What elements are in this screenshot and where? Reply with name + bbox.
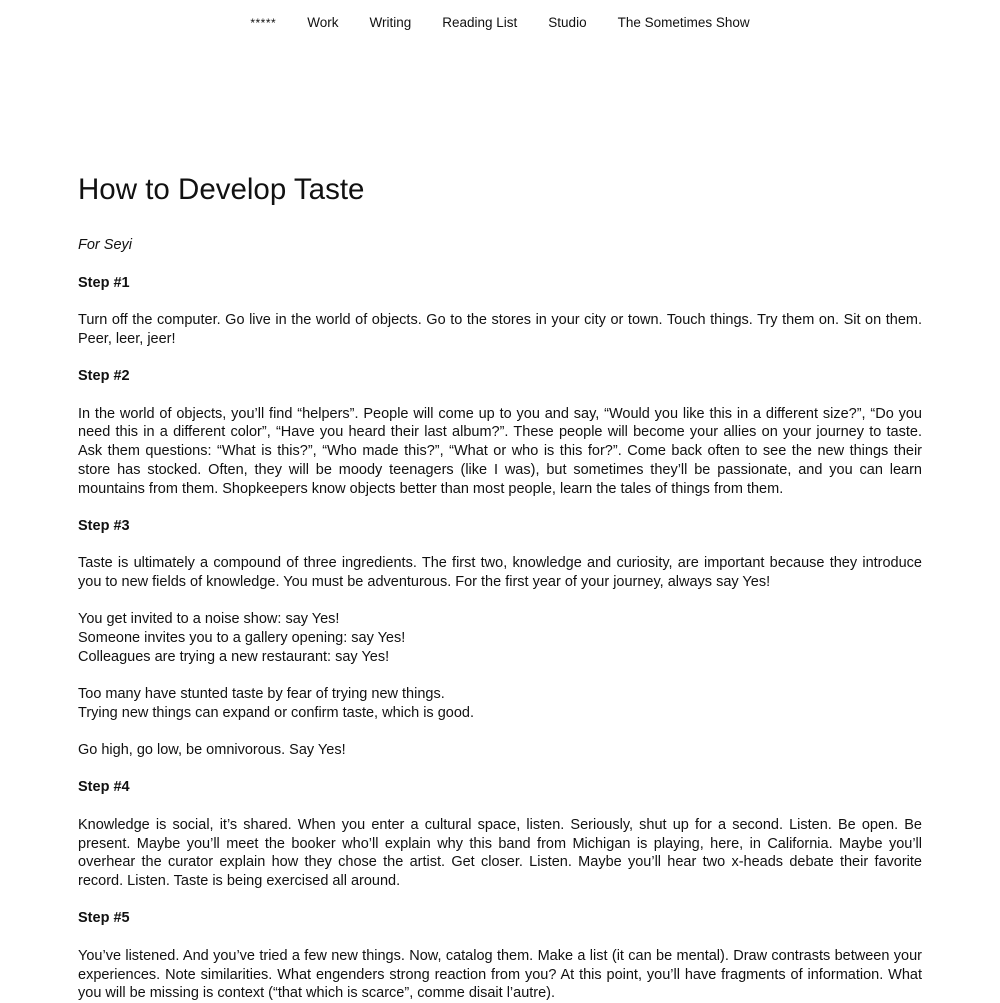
step-1-heading: Step #1 — [78, 274, 130, 291]
fear-line: Too many have stunted taste by fear of trying new things. — [78, 686, 445, 702]
step-5-paragraph: You’ve listened. And you’ve tried a few new things. Now, catalog them. Make a list (it can be mental). Draw contrasts between your experiences. Note similarities. What engenders strong reaction from you? At this point, you’ll have fragments of information. What you will be missing is context (“that which is scarce”, comme disait l’autre). — [78, 947, 922, 1002]
step-3-fear-lines — [78, 685, 922, 723]
nav-studio-link[interactable]: Studio — [548, 15, 587, 30]
nav-writing-link[interactable]: Writing — [369, 15, 412, 30]
step-2-heading: Step #2 — [78, 368, 130, 384]
article — [78, 170, 922, 1003]
yes-line: You get invited to a noise show: say Yes! — [78, 611, 340, 628]
nav-reading-list-link[interactable]: Reading List — [442, 15, 518, 30]
dedication: For Seyi — [78, 237, 132, 253]
step-2-paragraph: In the world of objects, you’ll find “helpers”. People will come up to you and say, “Would you like this in a different size?”, “Do you need this in a different color”, “Have you heard their last album?”. These people will become your allies on your journey to taste. Ask them questions: “What is this?”, “Who made this?”, “What or who is this for?”. Come back often to see the new things their store has stocked. Often, they will be moody teenagers (like I was), but sometimes they’ll be passionate, and you can learn mountains from them. Shopkeepers know objects better than most people, learn the tales of things from them. — [78, 405, 922, 497]
step-4-paragraph: Knowledge is social, it’s shared. When you enter a cultural space, listen. Seriously, shut up for a second. Listen. Be open. Be present. Maybe you’ll meet the booker who’ll explain why this band from Michigan is playing, here, in California. Maybe you’ll overhear the curator explain how they chose the artist. Get closer. Listen. Maybe you’ll hear two x-heads debate their favorite record. Listen. Taste is being exercised all around. — [78, 816, 922, 889]
step-3-closing: Go high, go low, be omnivorous. Say Yes! — [78, 742, 346, 758]
page-title: How to Develop Taste — [78, 173, 365, 206]
nav-home-link[interactable]: ***** — [250, 16, 277, 30]
nav-work-link[interactable]: Work — [307, 15, 339, 30]
yes-line: Someone invites you to a gallery opening: say Yes! — [78, 630, 406, 646]
step-4-heading: Step #4 — [78, 779, 130, 796]
top-navigation — [0, 0, 1000, 46]
step-3-heading: Step #3 — [78, 517, 130, 534]
step-5-heading: Step #5 — [78, 910, 130, 927]
nav-sometimes-show-link[interactable]: The Sometimes Show — [617, 15, 750, 30]
step-3-yes-list — [78, 610, 922, 666]
step-1-paragraph: Turn off the computer. Go live in the world of objects. Go to the stores in your city or town. Touch things. Try them on. Sit on them. Peer, leer, jeer! — [78, 312, 922, 347]
fear-line: Trying new things can expand or confirm taste, which is good. — [78, 704, 474, 721]
yes-line: Colleagues are trying a new restaurant: say Yes! — [78, 648, 390, 665]
step-3-paragraph: Taste is ultimately a compound of three ingredients. The first two, knowledge and curiosity, are important because they introduce you to new fields of knowledge. You must be adventurous. For the first year of your journey, always say Yes! — [78, 555, 922, 590]
